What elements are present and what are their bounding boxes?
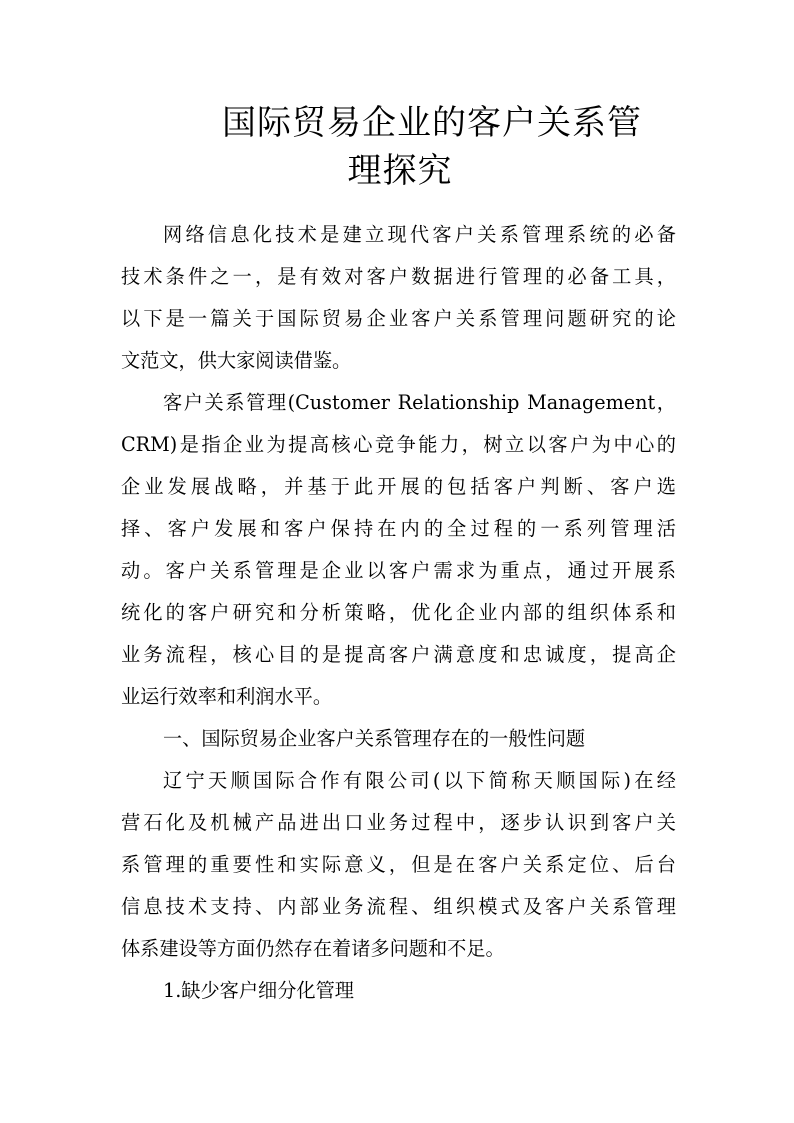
- paragraph-line: 技术条件之一，是有效对客户数据进行管理的必备工具，: [121, 265, 676, 288]
- paragraph-tianshun: [121, 760, 676, 970]
- section-heading-1: [121, 718, 676, 760]
- paragraph-line: 业务流程，核心目的是提高客户满意度和忠诚度，提高企: [121, 643, 676, 666]
- paragraph-line: 网络信息化技术是建立现代客户关系管理系统的必备: [163, 223, 676, 246]
- paragraph-line: 企业发展战略，并基于此开展的包括客户判断、客户选: [121, 475, 676, 498]
- paragraph-line: 营石化及机械产品进出口业务过程中，逐步认识到客户关: [121, 811, 676, 834]
- paragraph-line: 辽宁天顺国际合作有限公司(以下简称天顺国际)在经: [163, 769, 676, 792]
- paragraph-line: 体系建设等方面仍然存在着诸多问题和不足。: [121, 937, 505, 960]
- subsection-heading-1: [121, 970, 676, 1012]
- paragraph-line: 业运行效率和利润水平。: [121, 685, 333, 708]
- subsection-heading-text: 1.缺少客户细分化管理: [163, 979, 354, 1002]
- paragraph-line: 择、客户发展和客户保持在内的全过程的一系列管理活: [121, 517, 676, 540]
- paragraph-line: 文范文，供大家阅读借鉴。: [121, 349, 352, 372]
- paragraph-line: 系管理的重要性和实际意义，但是在客户关系定位、后台: [121, 853, 676, 876]
- paragraph-line: 动。客户关系管理是企业以客户需求为重点，通过开展系: [121, 559, 676, 582]
- paragraph-line: 客户关系管理(Customer Relationship Management，: [163, 391, 676, 414]
- paragraph-line: 统化的客户研究和分析策略，优化企业内部的组织体系和: [121, 601, 676, 624]
- document-title-line-2-text: 理探究: [347, 151, 453, 191]
- paragraph-line: CRM)是指企业为提高核心竞争能力，树立以客户为中心的: [121, 433, 676, 456]
- paragraph-crm-definition: [121, 382, 676, 718]
- paragraph-line: 信息技术支持、内部业务流程、组织模式及客户关系管理: [121, 895, 676, 918]
- section-heading-text: 一、国际贸易企业客户关系管理存在的一般性问题: [163, 727, 586, 750]
- paragraph-intro: [121, 214, 676, 382]
- document-title-line-2: [0, 150, 794, 192]
- paragraph-line: 以下是一篇关于国际贸易企业客户关系管理问题研究的论: [121, 307, 676, 330]
- document-title-line-1: 国际贸易企业的客户关系管: [222, 103, 642, 143]
